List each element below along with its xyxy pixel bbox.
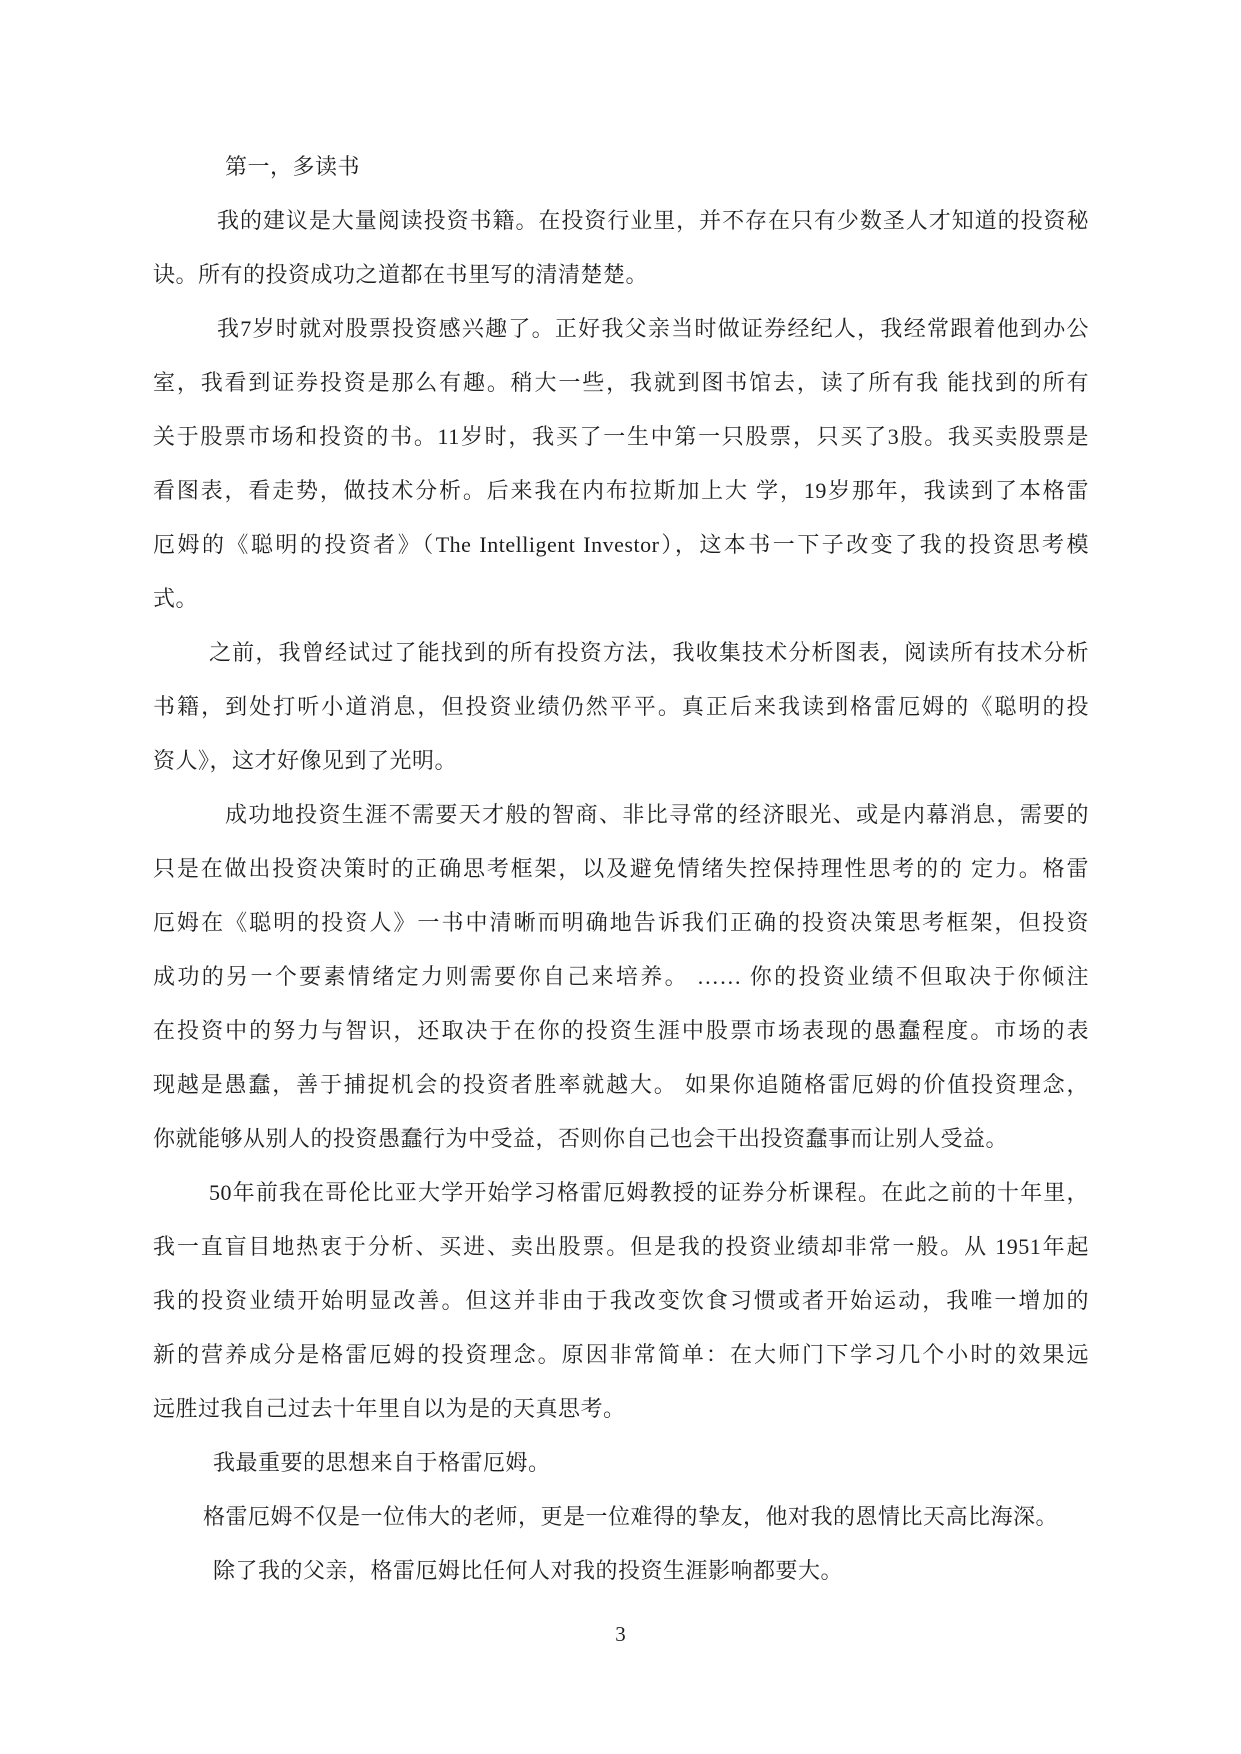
text-line: 资人》，这才好像见到了光明。 (153, 748, 458, 773)
text-line: 关于股票市场和投资的书。11岁时，我买了一生中第一只股票，只买了3股。我买卖股票是 (153, 424, 1089, 449)
text-line: 成功的另一个要素情绪定力则需要你自己来培养。 …… 你的投资业绩不但取决于你倾注 (153, 964, 1089, 989)
text-line: 在投资中的努力与智识，还取决于在你的投资生涯中股票市场表现的愚蠢程度。市场的表 (153, 1018, 1089, 1043)
text-line: 新的营养成分是格雷厄姆的投资理念。原因非常简单：在大师门下学习几个小时的效果远 (153, 1342, 1089, 1367)
text-line: 我一直盲目地热衷于分析、买进、卖出股票。但是我的投资业绩却非常一般。从 1951年起 (153, 1234, 1089, 1259)
text-line: 除了我的父亲，格雷厄姆比任何人对我的投资生涯影响都要大。 (213, 1558, 844, 1583)
text-line: 之前，我曾经试过了能找到的所有投资方法，我收集技术分析图表，阅读所有技术分析 (209, 640, 1089, 665)
text-line: 现越是愚蠢，善于捕捉机会的投资者胜率就越大。 如果你追随格雷厄姆的价值投资理念， (153, 1072, 1089, 1097)
text-line: 室，我看到证券投资是那么有趣。稍大一些，我就到图书馆去，读了所有我 能找到的所有 (153, 370, 1089, 395)
text-line: 远胜过我自己过去十年里自以为是的天真思考。 (153, 1396, 626, 1421)
text-line: 厄姆的《聪明的投资者》（The Intelligent Investor），这本书一下子改变了我的投资思考模 (153, 532, 1089, 557)
text-line: 格雷厄姆不仅是一位伟大的老师，更是一位难得的挚友，他对我的恩情比天高比海深。 (203, 1504, 1059, 1529)
text-line: 书籍，到处打听小道消息，但投资业绩仍然平平。真正后来我读到格雷厄姆的《聪明的投 (153, 694, 1089, 719)
text-line: 诀。所有的投资成功之道都在书里写的清清楚楚。 (153, 262, 649, 287)
page-number: 3 (615, 1622, 626, 1646)
text-line: 我的建议是大量阅读投资书籍。在投资行业里，并不存在只有少数圣人才知道的投资秘 (217, 208, 1089, 233)
text-line: 厄姆在《聪明的投资人》一书中清晰而明确地告诉我们正确的投资决策思考框架，但投资 (153, 910, 1089, 935)
text-line: 第一，多读书 (225, 154, 361, 179)
text-line: 50年前我在哥伦比亚大学开始学习格雷厄姆教授的证券分析课程。在此之前的十年里， (209, 1180, 1089, 1205)
text-line: 式。 (153, 586, 199, 611)
text-line: 我7岁时就对股票投资感兴趣了。正好我父亲当时做证券经纪人，我经常跟着他到办公 (217, 316, 1089, 341)
page-body (153, 140, 1089, 1598)
text-line: 看图表，看走势，做技术分析。后来我在内布拉斯加上大 学，19岁那年，我读到了本格雷 (153, 478, 1089, 503)
text-line: 我最重要的思想来自于格雷厄姆。 (213, 1450, 551, 1475)
text-line: 只是在做出投资决策时的正确思考框架，以及避免情绪失控保持理性思考的的 定力。格雷 (153, 856, 1089, 881)
text-line: 我的投资业绩开始明显改善。但这并非由于我改变饮食习惯或者开始运动，我唯一增加的 (153, 1288, 1089, 1313)
text-line: 成功地投资生涯不需要天才般的智商、非比寻常的经济眼光、或是内幕消息，需要的 (225, 802, 1089, 827)
text-line: 你就能够从别人的投资愚蠢行为中受益，否则你自己也会干出投资蠢事而让别人受益。 (153, 1126, 1009, 1151)
